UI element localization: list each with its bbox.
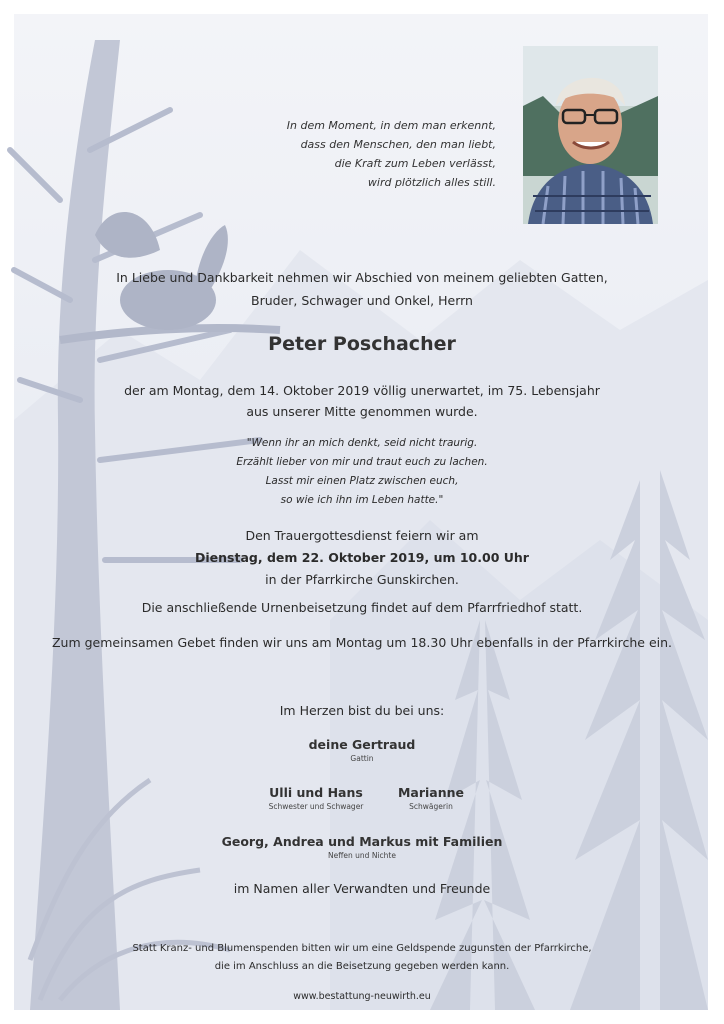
service-place: in der Pfarrkirche Gunskirchen. [265, 572, 459, 587]
deceased-name: Peter Poschacher [268, 333, 456, 355]
mourner-sister [238, 785, 394, 811]
mourner-name: Marianne [397, 785, 465, 800]
donation-line: Statt Kranz- und Blumenspenden bitten wir um eine Geldspende zugunsten der Pfarrkirche, [132, 943, 592, 954]
intro-text [0, 266, 724, 312]
verse-line: so wie ich ihn im Leben hatte." [280, 494, 444, 506]
mourner-relation: Neffen und Nichte [328, 851, 396, 860]
memorial-verse [0, 434, 724, 510]
mourner-relation: Schwester und Schwager [268, 802, 364, 811]
quote-line: wird plötzlich alles still. [367, 176, 496, 189]
relatives-line: im Namen aller Verwandten und Freunde [233, 881, 491, 896]
quote-line: In dem Moment, in dem man erkennt, [286, 119, 496, 132]
mourner-name: Ulli und Hans [269, 785, 363, 800]
passing-line: aus unserer Mitte genommen wurde. [246, 404, 478, 419]
donation-line: die im Anschluss an die Beisetzung gegeben werden kann. [214, 961, 510, 972]
quote-line: die Kraft zum Leben verlässt, [334, 157, 496, 170]
mourner-sister-in-law [378, 785, 484, 811]
verse-line: Lasst mir einen Platz zwischen euch, [265, 475, 459, 487]
passing-notice [0, 380, 724, 422]
mourner-spouse [0, 737, 724, 763]
intro-line: Bruder, Schwager und Onkel, Herrn [251, 293, 473, 308]
mourner-relation: Gattin [350, 754, 374, 763]
service-date: Dienstag, dem 22. Oktober 2019, um 10.00 Uhr [195, 550, 529, 565]
portrait-photo [523, 46, 658, 224]
mourner-nephews [0, 834, 724, 860]
hearts-heading: Im Herzen bist du bei uns: [279, 703, 445, 718]
funeral-service [0, 525, 724, 591]
verse-line: "Wenn ihr an mich denkt, seid nicht traurig. [246, 437, 478, 449]
passing-line: der am Montag, dem 14. Oktober 2019 völlig unerwartet, im 75. Lebensjahr [124, 383, 600, 398]
funeral-home-website[interactable]: www.bestattung-neuwirth.eu [293, 991, 431, 1002]
donation-request [0, 940, 724, 976]
intro-line: In Liebe und Dankbarkeit nehmen wir Abschied von meinem geliebten Gatten, [116, 270, 608, 285]
prayer-notice: Zum gemeinsamen Gebet finden wir uns am Montag um 18.30 Uhr ebenfalls in der Pfarrkirche ein. [51, 635, 673, 650]
mourner-relation: Schwägerin [409, 802, 453, 811]
opening-quote [287, 116, 496, 192]
burial-notice: Die anschließende Urnenbeisetzung findet auf dem Pfarrfriedhof statt. [141, 600, 583, 615]
mourner-name: deine Gertraud [308, 737, 416, 752]
verse-line: Erzählt lieber von mir und traut euch zu lachen. [236, 456, 488, 468]
service-intro: Den Trauergottesdienst feiern wir am [245, 528, 479, 543]
quote-line: dass den Menschen, den man liebt, [300, 138, 496, 151]
mourner-name: Georg, Andrea und Markus mit Familien [221, 834, 503, 849]
